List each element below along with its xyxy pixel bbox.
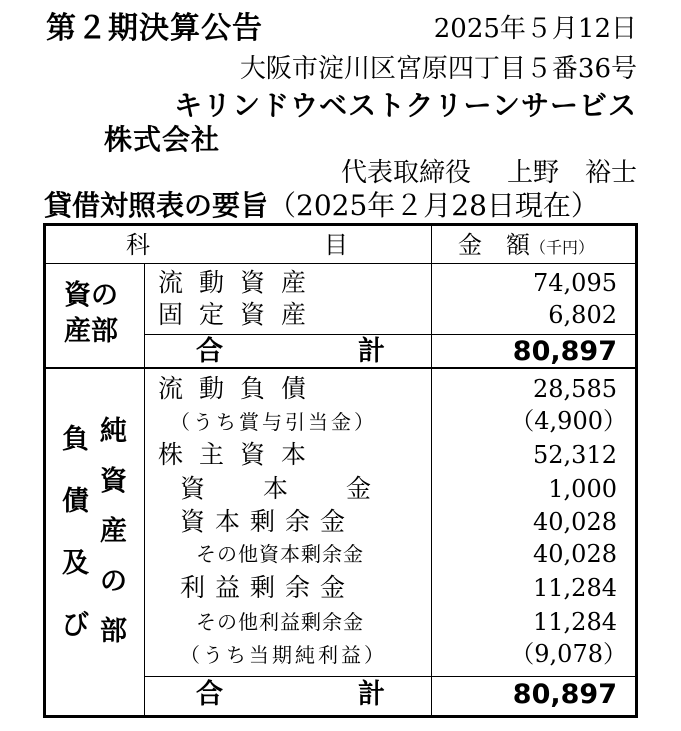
company-name-line1: キリンドウベストクリーンサービス	[174, 89, 637, 122]
assets-total-divider	[144, 334, 635, 335]
asset-item-value: 74,095	[533, 269, 617, 297]
liability-item-value: 1,000	[548, 475, 617, 503]
liabilities-total-label-2: 計	[358, 679, 385, 710]
liability-item-label: 資本剰余金	[180, 507, 356, 536]
liabilities-label-col1-3: 及	[62, 548, 89, 579]
liability-item-label: （うち賞与引当金）	[170, 410, 377, 434]
subtitle-date: （2025年２月28日現在）	[268, 189, 599, 222]
liabilities-total-divider	[144, 676, 635, 677]
section-divider	[46, 367, 635, 369]
liability-item-label: 資本金	[180, 474, 430, 503]
liabilities-label-col2-2: 資	[100, 466, 127, 497]
asset-item-label: 流動資産	[158, 268, 323, 297]
liabilities-label-col1-2: 債	[62, 486, 89, 517]
assets-category-label-2: 産部	[64, 316, 118, 347]
notice-date: 2025年５月12日	[433, 14, 637, 44]
assets-category-label-1: 資の	[64, 280, 118, 311]
company-address: 大阪市淀川区宮原四丁目５番36号	[239, 54, 637, 84]
liability-item-label: 利益剰余金	[180, 573, 356, 602]
liabilities-label-col2-5: 部	[100, 616, 127, 647]
amount-column-divider	[431, 226, 432, 715]
liability-item-label: その他資本剰余金	[196, 542, 364, 566]
assets-total-label-1: 合	[196, 336, 223, 367]
assets-total-value: 80,897	[512, 336, 617, 367]
notice-title: 第２期決算公告	[46, 11, 263, 46]
balance-sheet-subtitle	[44, 189, 599, 222]
header-amount-label: 金 額	[458, 231, 530, 259]
representative	[341, 160, 637, 186]
liability-item-label: （うち当期純利益）	[180, 643, 387, 667]
liability-item-value: 11,284	[533, 608, 617, 636]
liabilities-total-value: 80,897	[512, 679, 617, 710]
liability-item-value: （4,900）	[510, 407, 627, 435]
header-amount	[458, 233, 594, 257]
liabilities-total-label-1: 合	[196, 679, 223, 710]
liabilities-label-col1-1: 負	[62, 424, 89, 455]
liability-item-value: 40,028	[533, 508, 617, 536]
representative-title: 代表取締役	[340, 158, 471, 188]
header-unit: （千円）	[530, 238, 595, 257]
header-subject-2: 目	[324, 231, 348, 259]
header-subject-1: 科	[126, 231, 150, 259]
category-column-divider	[144, 263, 145, 715]
liability-item-label: 流動負債	[158, 374, 323, 403]
liabilities-label-col2-4: の	[100, 566, 127, 597]
asset-item-label: 固定資産	[158, 300, 323, 329]
liabilities-label-col2-1: 純	[100, 416, 127, 447]
header-divider	[46, 263, 635, 264]
liability-item-label: 株主資本	[158, 440, 323, 469]
liability-item-label: その他利益剰余金	[196, 610, 364, 634]
liabilities-label-col1-4: び	[62, 610, 89, 641]
asset-item-value: 6,802	[548, 301, 617, 329]
liability-item-value: （9,078）	[510, 640, 627, 668]
liability-item-value: 52,312	[533, 441, 617, 469]
representative-name: 上野 裕士	[506, 158, 637, 188]
company-name-line2: 株式会社	[104, 123, 221, 156]
balance-sheet-table	[43, 223, 638, 718]
liability-item-value: 28,585	[533, 375, 617, 403]
liabilities-label-col2-3: 産	[100, 516, 127, 547]
assets-total-label-2: 計	[358, 336, 385, 367]
liability-item-value: 40,028	[533, 540, 617, 568]
liability-item-value: 11,284	[533, 574, 617, 602]
subtitle-text: 貸借対照表の要旨	[44, 189, 269, 222]
